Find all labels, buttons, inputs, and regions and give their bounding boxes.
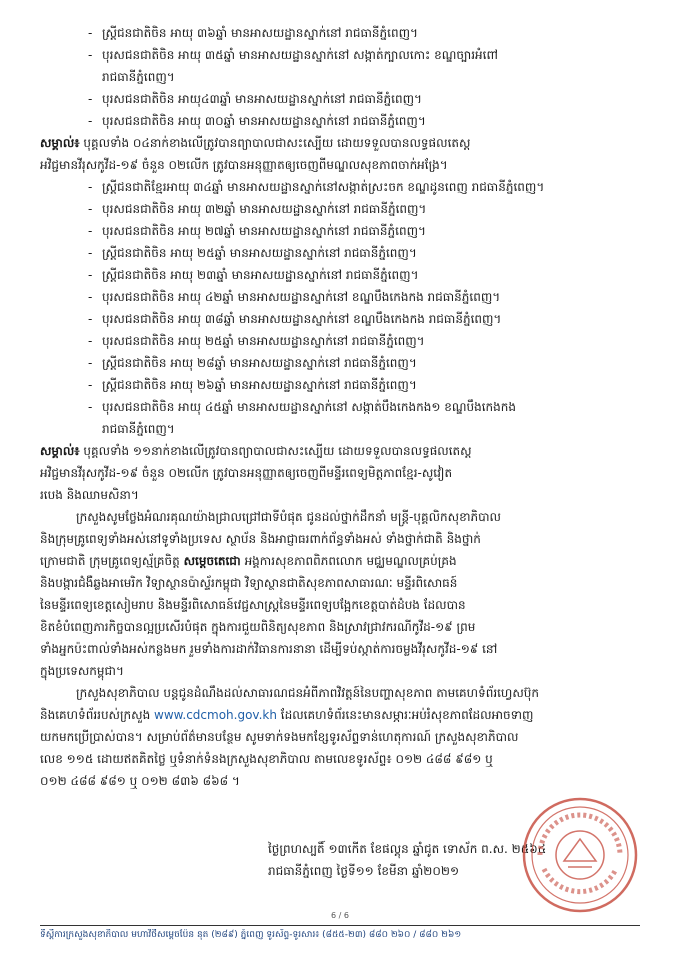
contact-paragraph: ក្រសួងសុខាភិបាល បន្តជូនដំណឹងដល់សាធារណជនអំពីភាពវិវត្តន៍នៃបញ្ហាសុខភាព តាមគេហទំព័រហ្វេសប៊ុក និងគេហទំព័ររបស់ក្រសួង www.cdcmoh.gov.kh ដែលគេហទំព័រនេះមានសម្ភារៈអប់រំសុខភាពដែលអាចទាញ យកមកប្រើប្រាស់បាន។ សម្រាប់ព័ត៌មានបន្ថែម សូមទាក់ទងមកខ្សែទូរស័ព្ទទាន់ហេតុការណ៍ ក្រសួងសុខាភិបាល លេខ ១១៥ ដោយឥតគិតថ្លៃ ឬទំនាក់ទំនងក្រសួងសុខាភិបាល តាមលេខទូរស័ព្ទ៖ ០១២ ៤៨៨ ៩៨១ ឬ ០១២ ៤៨៨ ៩៨១ ឬ ០១២ ៨៣៦ ៨៦៨ ។ — [40, 686, 540, 788]
list-item: - បុរសជនជាតិចិន អាយុ ២៧ឆ្នាំ មានអាសយដ្ឋានស្នាក់នៅ រាជធានីភ្នំពេញ។ — [88, 224, 426, 238]
footer-address: ទីស្តីការក្រសួងសុខាភិបាល មហាវិថីសម្តេចប៉ែន នុត (២៨៩) ភ្នំពេញ ទូរស័ព្ទ-ទូរសារ៖ (៨៥៥-២៣) ៨៨០ ២៦០ / ៨៨០ ២៦១ — [40, 930, 462, 940]
website-link[interactable]: www.cdcmoh.gov.kh — [154, 708, 277, 722]
note-2: សម្គាល់៖ បុគ្គលទាំង ១១នាក់ខាងលើត្រូវបានព្យាបាលជាសះស្បើយ ដោយទទួលបានលទ្ធផលតេស្ត អវិជ្ជមានវីរុសកូវីដ-១៩ ចំនួន ០២លើក ត្រូវបានអនុញ្ញាតឲ្យចេញពីមន្ទីរពេទ្យមិត្តភាពខ្មែរ-សូវៀត របេង និងឈាមសិនា។ — [40, 444, 472, 502]
list-item-continuation: រាជធានីភ្នំពេញ។ — [102, 70, 175, 84]
list-item: - បុរសជនជាតិចិន អាយុ ៤៥ឆ្នាំ មានអាសយដ្ឋានស្នាក់នៅ សង្កាត់បឹងកេងកង១ ខណ្ឌបឹងកេងកង រាជធានីភ្នំពេញ។ — [88, 396, 652, 440]
document-body — [40, 22, 652, 792]
case-list-a — [40, 22, 652, 132]
case-list-b — [40, 176, 652, 440]
note-1: សម្គាល់៖ បុគ្គលទាំង ០៤នាក់ខាងលើត្រូវបានព្យាបាលជាសះស្បើយ ដោយទទួលបានលទ្ធផលតេស្ត អវិជ្ជមានវីរុសកូវីដ-១៩ ចំនួន ០២លើក ត្រូវបានអនុញ្ញាតឲ្យចេញពីមណ្ឌលសុខភាពចាក់អង្រែ។ — [40, 136, 471, 172]
list-item-continuation: រាជធានីភ្នំពេញ។ — [102, 422, 175, 436]
list-item: - បុរសជនជាតិចិន អាយុ ៣២ឆ្នាំ មានអាសយដ្ឋានស្នាក់នៅ រាជធានីភ្នំពេញ។ — [88, 202, 427, 216]
list-item: - បុរសជនជាតិចិន អាយុ ៤២ឆ្នាំ មានអាសយដ្ឋានស្នាក់នៅ ខណ្ឌបឹងកេងកង រាជធានីភ្នំពេញ។ — [88, 290, 501, 304]
list-item: - បុរសជនជាតិចិន អាយុ ២៥ឆ្នាំ មានអាសយដ្ឋានស្នាក់នៅ រាជធានីភ្នំពេញ។ — [88, 334, 425, 348]
date-block: ថ្ងៃព្រហស្បតិ៍ ១៣កើត ខែផល្គុន ឆ្នាំជូត ទោស័ក ព.ស. ២៥៦៤ រាជធានីភ្នំពេញ ថ្ងៃទី១១ ខែមីនា ឆ្នាំ២០២១ — [268, 842, 547, 878]
list-item: - ស្ត្រីជនជាតិចិន អាយុ ២៥ឆ្នាំ មានអាសយដ្ឋានស្នាក់នៅ រាជធានីភ្នំពេញ។ — [88, 246, 417, 260]
note-label: សម្គាល់៖ — [40, 444, 80, 458]
list-item: - បុរសជនជាតិចិន អាយុ៤៣ឆ្នាំ មានអាសយដ្ឋានស្នាក់នៅ រាជធានីភ្នំពេញ។ — [88, 92, 422, 106]
note-label: សម្គាល់៖ — [40, 136, 80, 150]
list-item: - ស្ត្រីជនជាតិចិន អាយុ ២៦ឆ្នាំ មានអាសយដ្ឋានស្នាក់នៅ រាជធានីភ្នំពេញ។ — [88, 378, 417, 392]
official-seal-icon — [520, 795, 640, 915]
list-item: - ស្ត្រីជនជាតិខ្មែរអាយុ ៣៤ឆ្នាំ មានអាសយដ្ឋានស្នាក់នៅសង្កាត់ស្រះចក ខណ្ឌដូនពេញ រាជធានីភ្នំពេញ។ — [88, 180, 545, 194]
emphasis-text: សម្តេចតេជោ — [183, 554, 241, 568]
list-item: - ស្ត្រីជនជាតិចិន អាយុ ២៨ឆ្នាំ មានអាសយដ្ឋានស្នាក់នៅ រាជធានីភ្នំពេញ។ — [88, 356, 417, 370]
page-number: 6 / 6 — [331, 911, 349, 920]
list-item: - បុរសជនជាតិចិន អាយុ ៣៥ឆ្នាំ មានអាសយដ្ឋានស្នាក់នៅ សង្កាត់ក្បាលកោះ ខណ្ឌច្បារអំពៅ រាជធានីភ្នំពេញ។ — [88, 44, 652, 88]
list-item: - ស្ត្រីជនជាតិចិន អាយុ ៣៦ឆ្នាំ មានអាសយដ្ឋានស្នាក់នៅ រាជធានីភ្នំពេញ។ — [88, 26, 418, 40]
list-item: - បុរសជនជាតិចិន អាយុ ៣៨ឆ្នាំ មានអាសយដ្ឋានស្នាក់នៅ ខណ្ឌបឹងកេងកង រាជធានីភ្នំពេញ។ — [88, 312, 502, 326]
acknowledgement-paragraph: ក្រសួងសូមថ្លែងអំណរគុណយ៉ាងជ្រាលជ្រៅជាទីបំផុត ជូនដល់ថ្នាក់ដឹកនាំ មន្ត្រី-បុគ្គលិកសុខាភិបាល និងក្រុមគ្រូពេទ្យទាំងអស់នៅទូទាំងប្រទេស ស្ថាប័ន និងអាជ្ញាធរពាក់ព័ន្ធទាំងអស់ ទាំងថ្នាក់ជាតិ និងថ្នាក់ ក្រោមជាតិ ក្រុមគ្រូពេទ្យស្ម័គ្រចិត្ត សម្តេចតេជោ អង្គការសុខភាពពិភពលោក មជ្ឈមណ្ឌលគ្រប់គ្រង និងបង្ការជំងឺឆ្លងអាមេរិក វិទ្យាស្ថានប៉ាស្ទ័រកម្ពុជា វិទ្យាស្ថានជាតិសុខភាពសាធារណៈ មន្ទីរពិសោធន៍ នៃមន្ទីរពេទ្យខេត្តសៀមរាប និងមន្ទីរពិសោធន៍វេជ្ជសាស្ត្រនៃមន្ទីរពេទ្យបង្អែកខេត្តបាត់ដំបង ដែលបាន ខិតខំបំពេញភារកិច្ចបានល្អប្រសើរបំផុត ក្នុងការជួយពិនិត្យសុខភាព និងស្រាវជ្រាវករណីកូវីដ-១៩ ព្រម ទាំងអ្នកប៉ះពាល់ទាំងអស់កន្លងមក រួមទាំងការដាក់វិធានការនានា ដើម្បីទប់ស្កាត់ការចម្លងវីរុសកូវីដ-១៩ នៅ ក្នុងប្រទេសកម្ពុជា។ — [40, 510, 501, 678]
list-item: - បុរសជនជាតិចិន អាយុ ៣០ឆ្នាំ មានអាសយដ្ឋានស្នាក់នៅ រាជធានីភ្នំពេញ។ — [88, 114, 426, 128]
footer-divider — [40, 925, 640, 926]
list-item: - ស្ត្រីជនជាតិចិន អាយុ ២៣ឆ្នាំ មានអាសយដ្ឋានស្នាក់នៅ រាជធានីភ្នំពេញ។ — [88, 268, 419, 282]
